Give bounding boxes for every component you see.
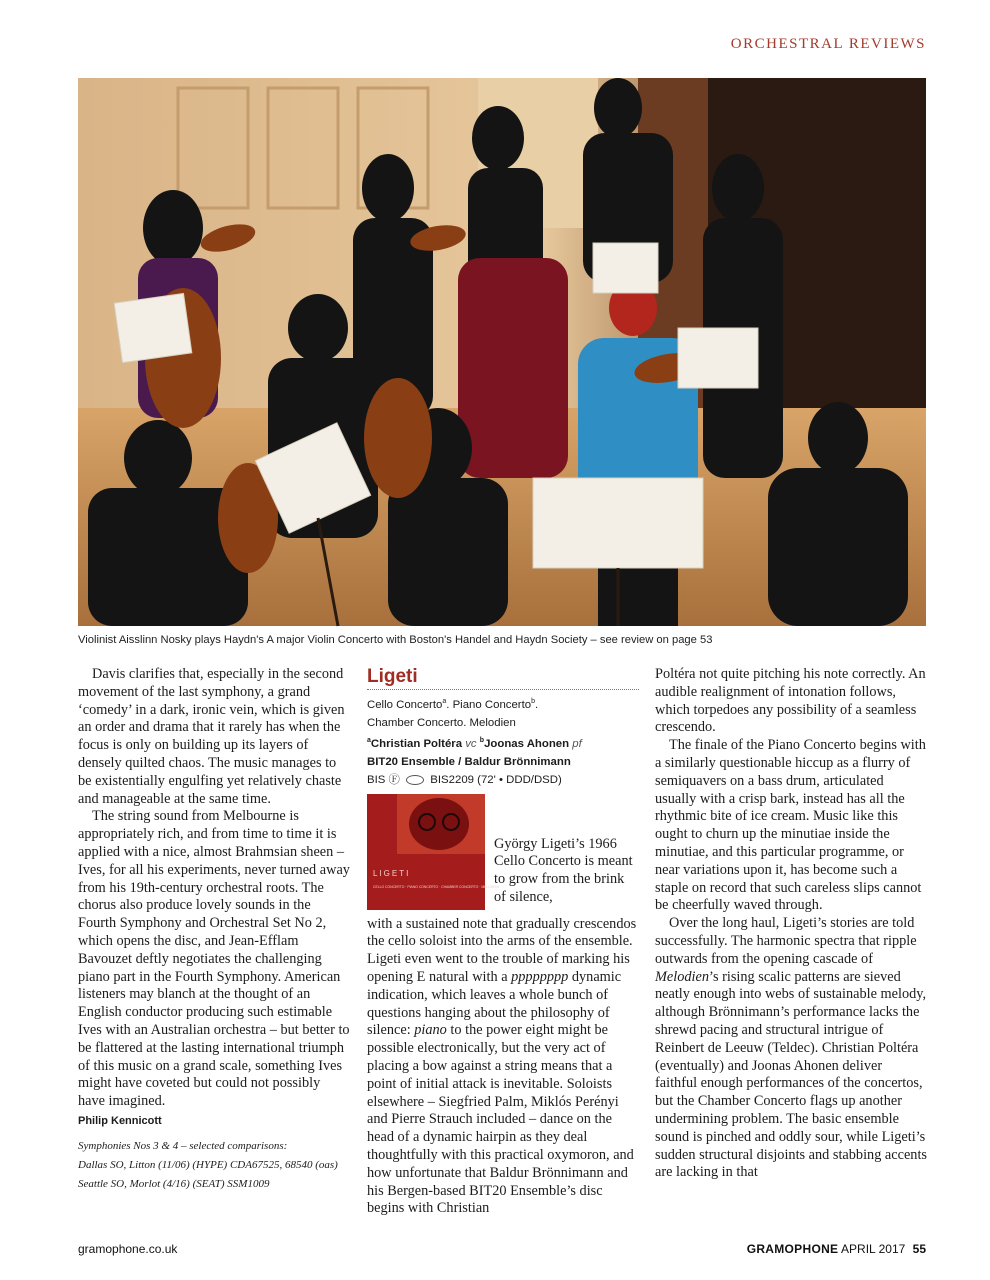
orchestra-photo-illustration [78,78,926,626]
paragraph-wrap: György Ligeti’s 1966 Cello Concerto is meant to grow from the brink of silence, [494,835,633,905]
format-symbols: Ⓕ [388,774,400,787]
paragraph: The finale of the Piano Concerto begins with a similarly questionable hiccup as a flurry of semiquavers on a bass drum, articulated usually with a crisp bark, instead has all the rhythmic bite of ice cream. Music like this ought to churn up the minutiae inside the minutiae, and this particular programme, or near variations upon it, has become such a staple on record that such careless slips cannot be cheerfully waved through. [655,737,926,914]
concert-photo [78,78,926,626]
reviewer-byline: Philip Kennicott [78,1114,162,1127]
paragraph: Over the long haul, Ligeti’s stories are told successfully. The harmonic spectra that ripple outwards from the opening cascade of Melodien’s rising scalic patterns are sieved neatly enough into webs of sustainable melody, although Brönnimann’s performance lacks the shrewd pacing and structural intrigue of Reinbert de Leeuw (Teldec). Christian Poltéra (eventually) and Joonas Ahonen deliver faithful enough performances of the concertos, but the Chamber Concerto flags up another undermining problem. The basic ensemble sound is pinched and oddly sour, while Ligeti’s sudden structural disjoints and stabbing accents are lacking in that [655,915,927,1181]
sacd-icon [406,775,424,785]
performers-line: $^a$Christian Poltéra vc $^b$Joonas Ahonen pf [367,737,582,750]
comparison-item: Dallas SO, Litton (11/06) (HYPE) CDA67525, 68540 (oas) [78,1158,338,1171]
comparison-item: Seattle SO, Morlot (4/16) (SEAT) SSM1009 [78,1177,270,1190]
works-line: Chamber Concerto. Melodien [367,717,516,729]
footer-website[interactable]: gramophone.co.uk [78,1242,178,1256]
issue-date: APRIL 2017 [841,1242,906,1256]
review-title: Ligeti [367,666,639,690]
column-1 [78,666,350,1194]
cover-title: LIGETI [373,868,411,878]
magazine-brand: GRAMOPHONE [746,1242,839,1256]
label-line: BIS Ⓕ BIS2209 (72' • DDD/DSD) [367,774,562,787]
column-3 [655,666,927,1182]
column-2 [367,666,639,1218]
page-number: 55 [912,1242,926,1256]
paragraph: Davis clarifies that, especially in the second movement of the last symphony, a grand ‘comedy’ in a dark, ironic vein, which is given an order and drama that it rarely has when the focus is only on building up its layers of densely quilted chaos. The music manages to be existentially engulfing yet relatively chaste and manageable at the same time. [78,666,345,807]
section-title: ORCHESTRAL REVIEWS [730,36,926,52]
ensemble-line: BIT20 Ensemble / Baldur Brönnimann [367,756,571,769]
disc-details [367,693,639,790]
cover-subtitle: CELLO CONCERTO · PIANO CONCERTO · CHAMBER CONCERTO · MELODIEN [373,884,500,889]
album-cover-art [367,794,500,910]
paragraph: with a sustained note that gradually crescendos the cello soloist into the arms of the ensemble. Ligeti even went to the trouble of marking his opening E natural with a pppppppp dynamic indication, which leaves a whole bunch of questions hanging about the philosophy of silence: piano to the power eight might be possible electronically, but the very act of placing a bow against a string means that a point of initial attack is inevitable. Soloists elsewhere – Siegfried Palm, Miklós Perényi and Pierre Strauch included – dance on the head of a dynamic hairpin as they deal thoughtfully with this practical oxymoron, and how unfortunate that Baldur Brönnimann and his Bergen-based BIT20 Ensemble’s disc begins with Christian [367,915,637,1217]
album-cover [367,794,500,910]
paragraph: The string sound from Melbourne is appropriately rich, and from time to time it is applied with a nice, almost Brahmsian sheen – Ives, for all his experiments, never turned away from his 19th-century orchestral roots. The chorus also produce lovely sounds in the Fourth Symphony and Orchestral Set No 2, which opens the disc, and Jean-Efflam Bavouzet deftly negotiates the challenging piano part in the Fourth Symphony. American listeners may blanch at the thought of an English conductor producing such estimable Ives with an Australian orchestra – but better to be flattered at the lasting international triumph of this music on a grand scale, something Ives might have coveted but could not possibly have imagined. [78,808,350,1110]
footer-issue [747,1242,926,1256]
works-line: Cello Concerto$^a$. Piano Concerto$^b$. [367,698,539,711]
comparisons-title: Symphonies Nos 3 & 4 – selected comparisons: [78,1139,288,1152]
paragraph: Poltéra not quite pitching his note correctly. An audible realignment of intonation follows, which torpedoes any possibility of a seamless crescendo. [655,666,926,736]
cover-wrap [367,794,639,916]
photo-caption: Violinist Aisslinn Nosky plays Haydn's A major Violin Concerto with Boston's Handel and Haydn Society – see review on page 53 [78,634,713,646]
comparisons [78,1137,350,1194]
